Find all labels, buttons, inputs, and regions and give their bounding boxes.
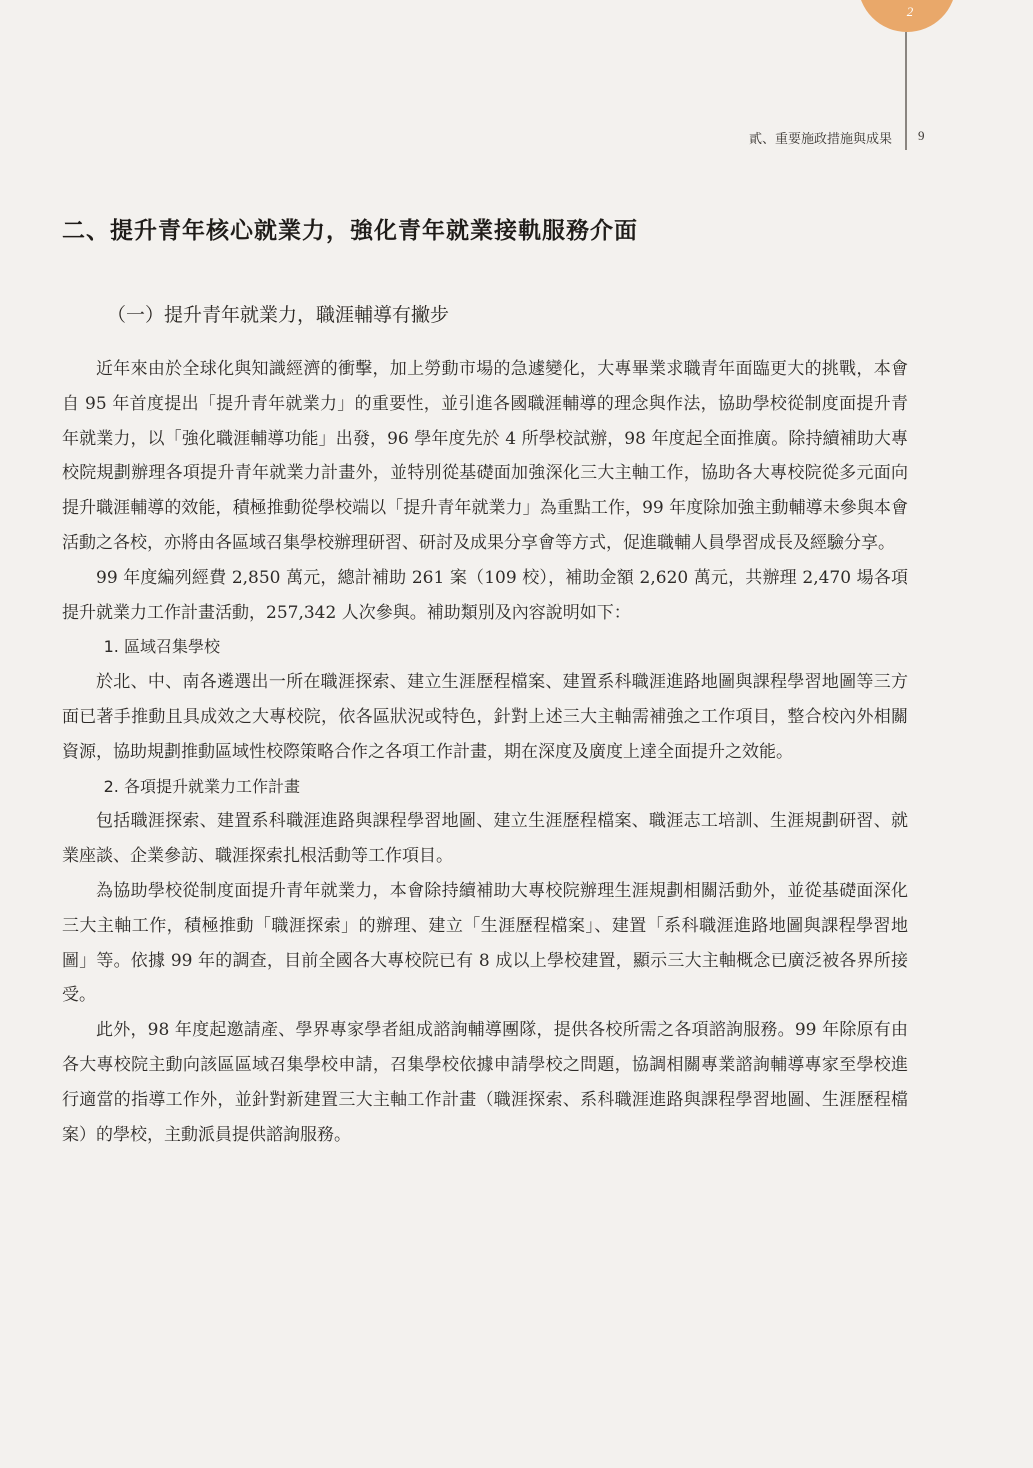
list-item-title: 1. 區域召集學校 (103, 637, 220, 657)
running-head: 貳、重要施政措施與成果 (748, 132, 892, 147)
page-number: 9 (918, 128, 925, 143)
tab-page-number: 2 (906, 4, 914, 19)
paragraph: 近年來由於全球化與知識經濟的衝擊，加上勞動市場的急遽變化，大專畢業求職青年面臨更大的挑戰，本會自 95 年首度提出「提升青年就業力」的重要性，並引進各國職涯輔導的理念與作法，協助學校從制度面提升青年就業力，以「強化職涯輔導功能」出發，96 學年度先於 4 所學校試辦，98 年度起全面推廣。除持續補助大專校院規劃辦理各項提升青年就業力計畫外，並特別從基礎面加強深化三大主軸工作，協助各大專校院從多元面向提升職涯輔導的效能，積極推動從學校端以「提升青年就業力」為重點工作，99 年度除加強主動輔導未參與本會活動之各校，亦將由各區域召集學校辦理研習、研討及成果分享會等方式，促進職輔人員學習成長及經驗分享。 (62, 359, 908, 553)
paragraph: 99 年度編列經費 2,850 萬元，總計補助 261 案（109 校），補助金額 2,620 萬元，共辦理 2,470 場各項提升就業力工作計畫活動，257,342 人次參與。補助類別及內容說明如下： (62, 567, 908, 623)
paragraph: 為協助學校從制度面提升青年就業力，本會除持續補助大專校院辦理生涯規劃相關活動外，並從基礎面深化三大主軸工作，積極推動「職涯探索」的辦理、建立「生涯歷程檔案」、建置「系科職涯進路地圖與課程學習地圖」等。依據 99 年的調查，目前全國各大專校院已有 8 成以上學校建置，顯示三大主軸概念已廣泛被各界所接受。 (62, 880, 908, 1006)
paragraph: 包括職涯探索、建置系科職涯進路與課程學習地圖、建立生涯歷程檔案、職涯志工培訓、生涯規劃研習、就業座談、企業參訪、職涯探索扎根活動等工作項目。 (62, 811, 908, 867)
paragraph: 此外，98 年度起邀請產、學界專家學者組成諮詢輔導團隊，提供各校所需之各項諮詢服務。99 年除原有由各大專校院主動向該區區域召集學校申請，召集學校依據申請學校之問題，協調相關專業諮詢輔導專家至學校進行適當的指導工作外，並針對新建置三大主軸工作計畫（職涯探索、系科職涯進路與課程學習地圖、生涯歷程檔案）的學校，主動派員提供諮詢服務。 (62, 1020, 908, 1145)
list-item-title: 2. 各項提升就業力工作計畫 (103, 776, 300, 796)
paragraph: 於北、中、南各遴選出一所在職涯探索、建立生涯歷程檔案、建置系科職涯進路地圖與課程學習地圖等三方面已著手推動且具成效之大專校院，依各區狀況或特色，針對上述三大主軸需補強之工作項目，整合校內外相關資源，協助規劃推動區域性校際策略合作之各項工作計畫，期在深度及廣度上達全面提升之效能。 (62, 672, 908, 762)
margin-divider (905, 32, 907, 150)
body-text (62, 352, 908, 1152)
section-title: 二、提升青年核心就業力，強化青年就業接軌服務介面 (62, 217, 638, 244)
subsection-title: （一）提升青年就業力，職涯輔導有撇步 (107, 304, 450, 326)
